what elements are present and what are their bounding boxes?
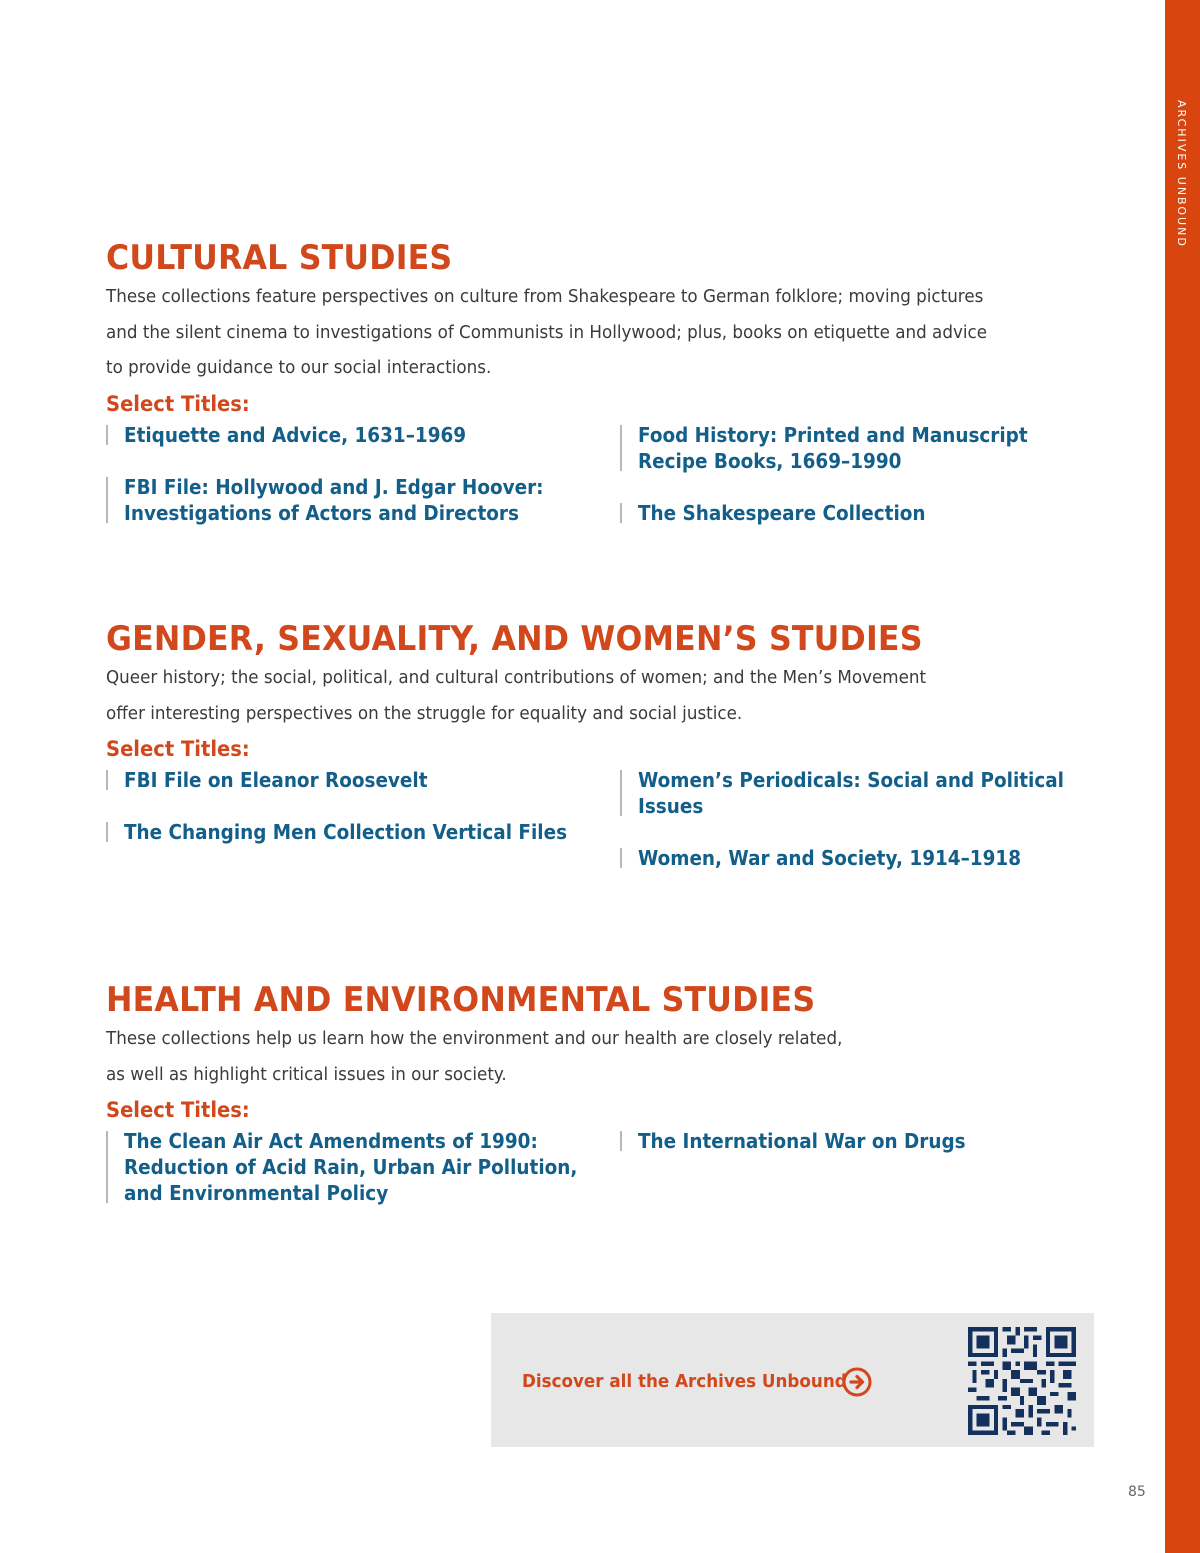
page-number: 85 [1128,1484,1146,1500]
select-titles-label: Select Titles: [106,391,250,416]
section-title: HEALTH AND ENVIRONMENTAL STUDIES [106,980,816,1020]
description-line: These collections feature perspectives on culture from Shakespeare to German folklore; moving pictures [106,286,984,307]
section-title: CULTURAL STUDIES [106,238,453,278]
title-link[interactable] [620,767,1101,819]
title-link[interactable] [620,845,1101,871]
title-link[interactable] [106,422,580,448]
section-title: GENDER, SEXUALITY, AND WOMEN’S STUDIES [106,619,923,659]
title-line: The Changing Men Collection Vertical Files [124,820,568,844]
titles-left-column [106,1128,617,1232]
title-link[interactable] [106,819,606,845]
section-description [106,660,999,731]
title-link[interactable] [106,474,580,526]
section-description [106,279,999,386]
title-line: FBI File on Eleanor Roosevelt [124,768,428,792]
qr-code-icon[interactable] [968,1327,1076,1435]
titles-left-column [106,422,580,552]
title-line: Women, War and Society, 1914–1918 [638,846,1022,870]
title-line: FBI File: Hollywood and J. Edgar Hoover: [124,474,544,499]
title-line: Issues [638,794,704,818]
discover-label: Discover all the Archives Unbound [522,1371,847,1392]
title-line: Food History: Printed and Manuscript [638,422,1028,447]
title-link[interactable] [106,1128,617,1206]
section-description [106,1021,999,1092]
titles-right-column [620,767,1101,897]
titles-left-column [106,767,606,871]
titles-right-column [620,1128,994,1180]
title-link[interactable] [620,500,1062,526]
description-line: as well as highlight critical issues in our society. [106,1063,507,1085]
select-titles-label: Select Titles: [106,737,250,761]
title-line: Reduction of Acid Rain, Urban Air Pollution, [124,1155,578,1179]
discover-box [491,1313,1094,1447]
description-line: These collections help us learn how the environment and our health are closely related, [106,1028,843,1049]
title-link[interactable] [620,422,1062,474]
title-line: The International War on Drugs [638,1129,966,1153]
select-titles-label: Select Titles: [106,1098,250,1122]
titles-right-column [620,422,1062,552]
title-link[interactable] [620,1128,994,1154]
description-line: Queer history; the social, political, and cultural contributions of women; and the Men’s Movement [106,667,927,688]
discover-link[interactable] [522,1371,871,1392]
title-line: Women’s Periodicals: Social and Political [638,768,1065,792]
title-line: Etiquette and Advice, 1631–1969 [124,422,467,447]
title-line: Recipe Books, 1669–1990 [638,448,902,473]
description-line: and the silent cinema to investigations of Communists in Hollywood; plus, books on etiquette and advice [106,321,988,343]
title-line: The Shakespeare Collection [638,500,926,525]
title-link[interactable] [106,767,606,793]
description-line: offer interesting perspectives on the struggle for equality and social justice. [106,702,743,724]
arrow-right-circle-icon[interactable] [842,1367,872,1397]
section-cultural-studies [106,238,1066,525]
title-line: The Clean Air Act Amendments of 1990: [124,1129,538,1153]
title-line: and Environmental Policy [124,1181,389,1205]
section-health-environmental [106,980,1066,1205]
section-gender-studies [106,619,1066,870]
description-line: to provide guidance to our social interactions. [106,357,492,378]
side-label: ARCHIVES UNBOUND [1175,100,1188,248]
title-line: Investigations of Actors and Directors [124,500,519,525]
